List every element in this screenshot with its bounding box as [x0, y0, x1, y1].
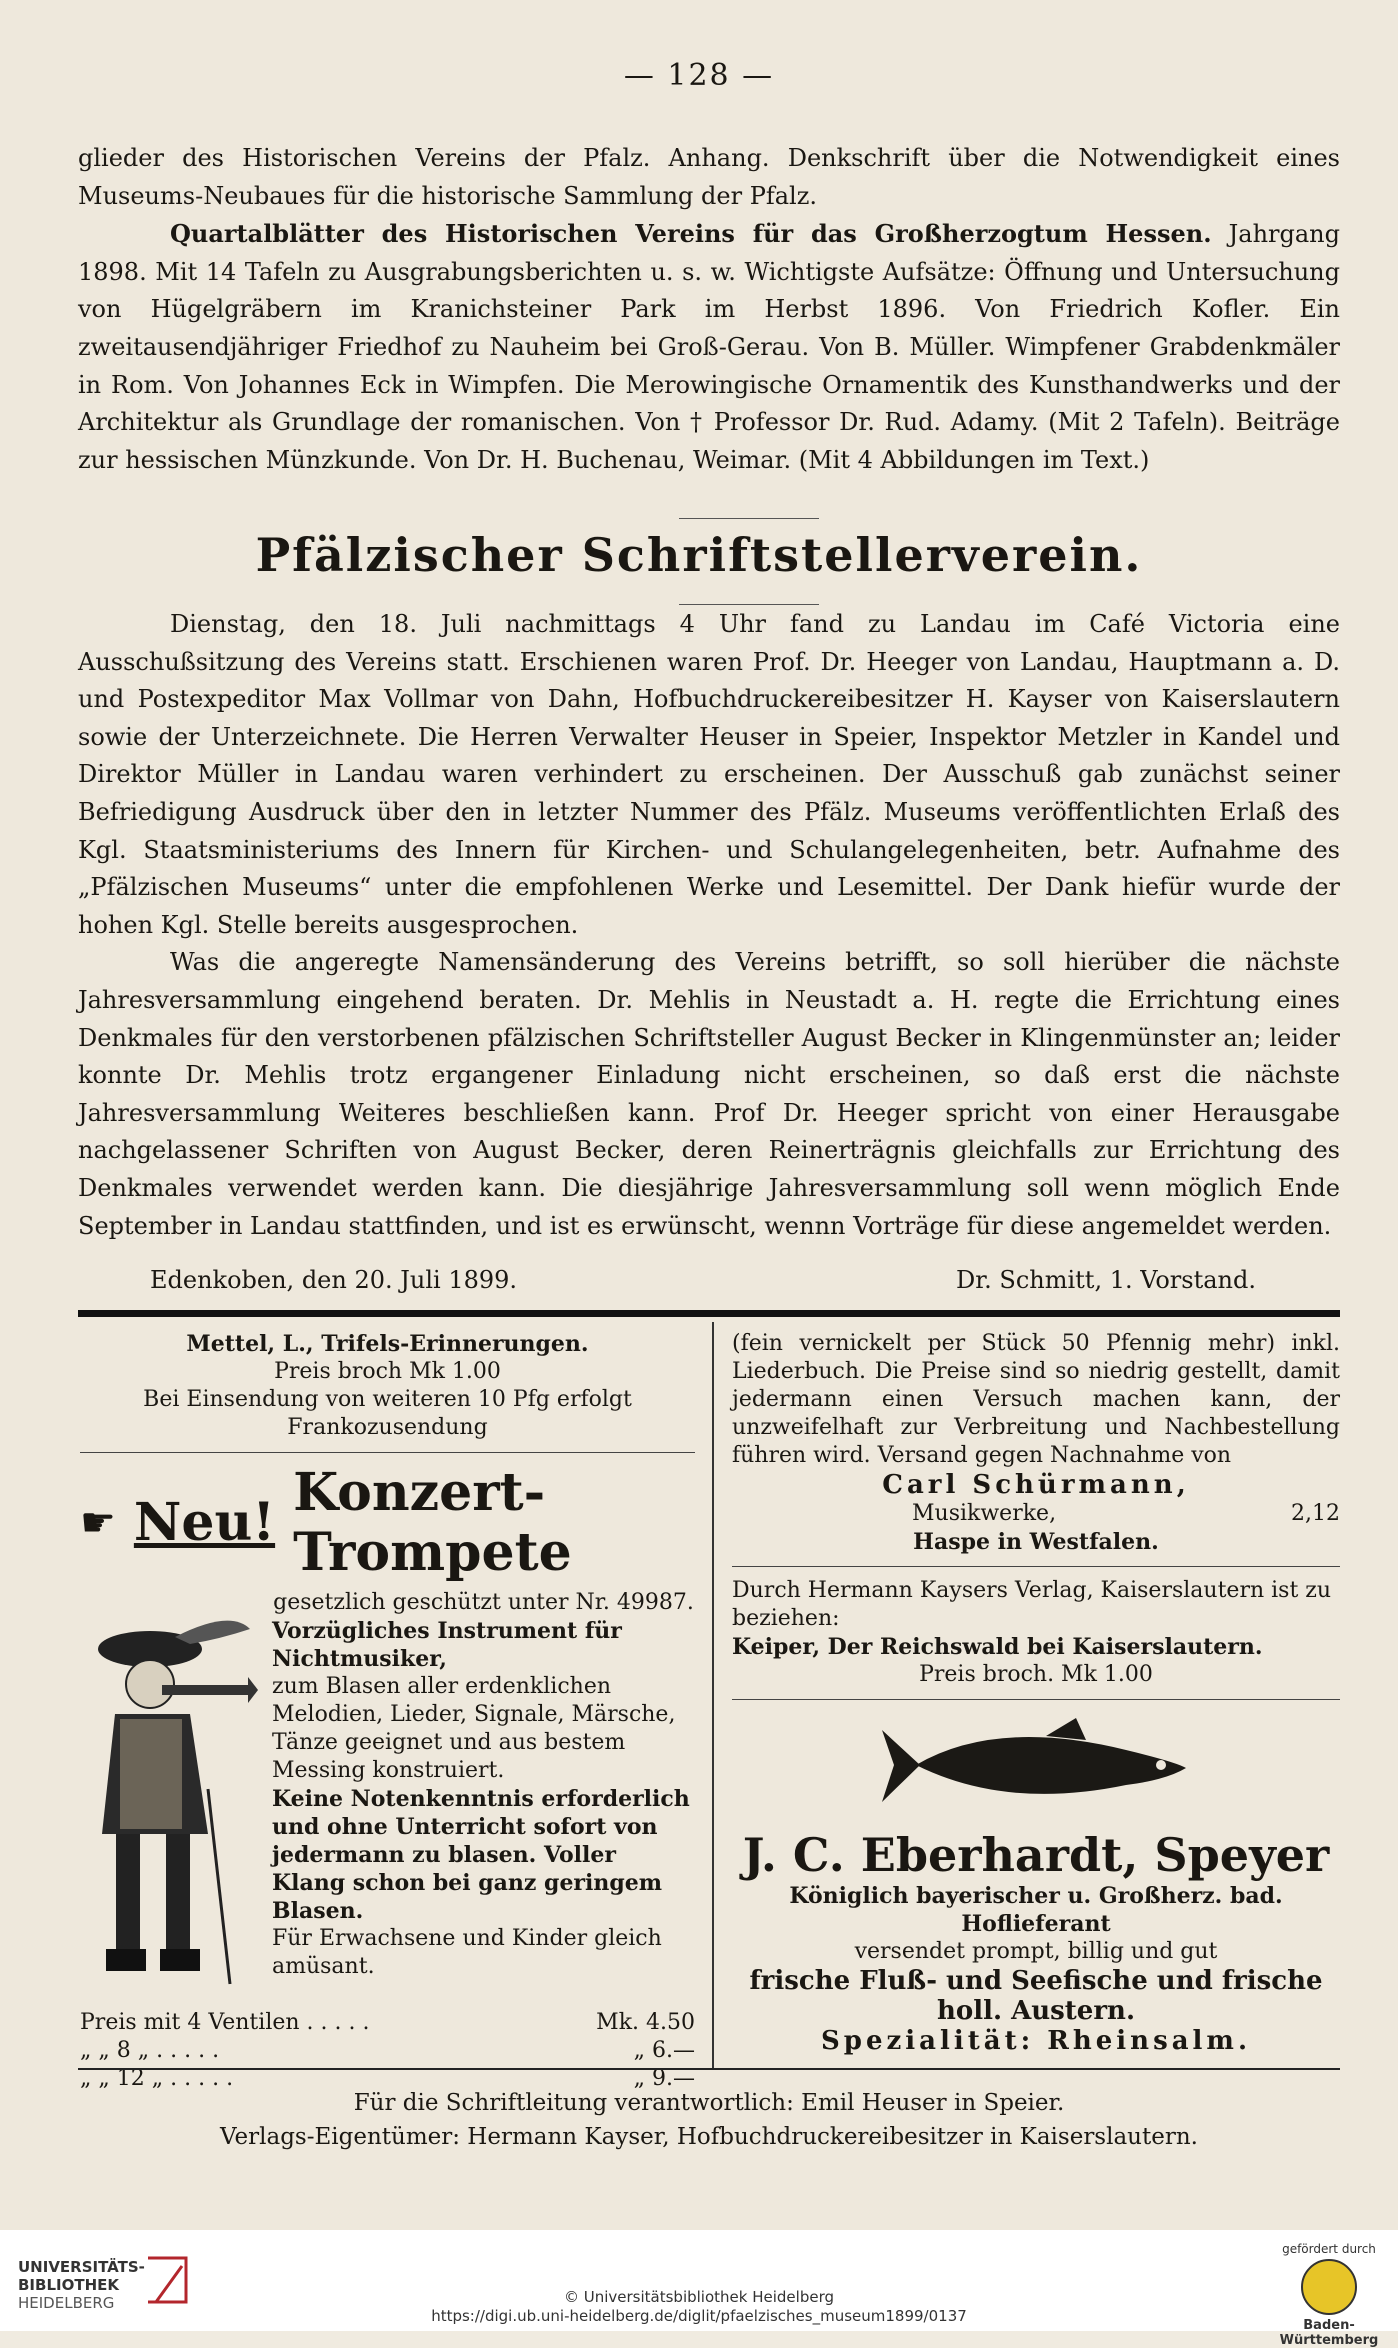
paragraph-quartalblaetter — [78, 215, 1340, 479]
article-paragraph-2: Was die angeregte Namensänderung des Vereins betrifft, so soll hierüber die nächste Jahresversammlung eingehend beraten. Dr. Mehlis in Neustadt a. H. regte die Errichtung eines Denkmales für den verstorbenen pfälzischen Schriftsteller August Becker in Klingenmünster an; leider konnte Dr. Mehlis trotz ergangener Einladung nicht erscheinen, so daß erst die nächste Jahresversammlung Weiteres beschließen kann. Prof Dr. Heeger spricht von einer Herausgabe nachgelassener Schriften von August Becker, deren Reinerträgnis gleichfalls zur Errichtung des Denkmales verwendet werden kann. Die diesjährige Jahresversammlung soll wenn möglich Ende September in Landau stattfinden, und ist es erwünscht, wennn Vorträge für diese angemeldet werden. — [78, 948, 1340, 1240]
logo-line-3: HEIDELBERG — [18, 2294, 115, 2312]
firm-type-line — [732, 1500, 1340, 1528]
paragraph-intro: glieder des Historischen Vereins der Pfalz. Anhang. Denkschrift über die Notwendigkeit eines Museums-Neubaues für die historische Sammlung der Pfalz. — [78, 144, 1340, 210]
publication-title: Keiper, Der Reichswald bei Kaiserslautern. — [732, 1634, 1263, 1660]
trumpeter-illustration-icon — [80, 1589, 260, 2009]
book-ad-title: Mettel, L., Trifels-Erinnerungen. — [186, 1331, 589, 1357]
imprint-editor: Für die Schriftleitung verantwortlich: Emil Heuser in Speier. — [353, 2090, 1065, 2116]
fish-goods-1: frische Fluß- und Seefische und frische — [749, 1966, 1323, 1996]
trumpet-ad-continuation: (fein vernickelt per Stück 50 Pfennig mehr) inkl. Liederbuch. Die Preise sind so niedrig gestellt, damit jedermann einen Versuch machen kann, der unzweifelhaft zur Verbreitung und Nachbestellung führen wird. Versand gegen Nachnahme von — [732, 1331, 1340, 1468]
price-value: „ 9.— — [633, 2066, 695, 2091]
price-label: Preis mit 4 Ventilen . . . . . — [80, 2010, 370, 2035]
firm-city: Haspe in Westfalen. — [913, 1529, 1159, 1555]
firm-code: 2,12 — [1291, 1501, 1340, 1526]
price-label: „ „ 12 „ . . . . . — [80, 2066, 234, 2091]
book-ad-note: Bei Einsendung von weiteren 10 Pfg erfolgt Frankozusendung — [143, 1387, 632, 1440]
copyright-text: © Universitätsbibliothek Heidelberg — [563, 2288, 834, 2306]
trumpet-headline — [80, 1463, 695, 1583]
fish-firm-line: versendet prompt, billig und gut — [854, 1939, 1218, 1964]
fish-goods-2: holl. Austern. — [936, 1996, 1136, 2026]
library-bar — [0, 2230, 1398, 2348]
headline-new: Neu! — [133, 1492, 276, 1553]
price-row — [80, 2037, 695, 2065]
firm-type: Musikwerke, — [912, 1501, 1057, 1526]
ad-left — [80, 1330, 695, 2093]
publication-price: Preis broch. Mk 1.00 — [919, 1662, 1153, 1687]
trumpet-desc-2: Für Erwachsene und Kinder gleich amüsant. — [272, 1926, 662, 1979]
ad-separator — [732, 1566, 1340, 1567]
page-number: — 128 — — [623, 58, 775, 93]
top-section — [78, 140, 1340, 479]
title-rule-top — [679, 518, 819, 519]
price-value: „ 6.— — [633, 2038, 695, 2063]
fish-icon — [876, 1710, 1196, 1820]
logo-line-2: BIBLIOTHEK — [18, 2276, 119, 2294]
headline-product: Konzert-Trompete — [293, 1462, 572, 1583]
trumpet-desc: zum Blasen aller erdenklichen Melodien, Lieder, Signale, Märsche, Tänze geeignet und aus bestem Messing konstruiert. — [272, 1674, 676, 1783]
trumpet-desc-bold-2: Keine Notenkenntnis erforderlich und ohne Unterricht sofort von jedermann zu blasen. Voller Klang schon bei ganz geringem Blasen. — [272, 1786, 690, 1924]
article-title: Pfälzischer Schriftstellerverein. — [255, 528, 1143, 582]
book-ad-price: Preis broch Mk 1.00 — [274, 1359, 501, 1384]
signature: Dr. Schmitt, 1. Vorstand. — [956, 1266, 1256, 1294]
trumpet-text — [272, 1589, 695, 2009]
price-label: „ „ 8 „ . . . . . — [80, 2038, 220, 2063]
ad-separator — [80, 1452, 695, 1453]
firm-name: Carl Schürmann, — [882, 1470, 1190, 1500]
title-rule-bottom — [679, 604, 819, 605]
quartalblaetter-text: Jahrgang 1898. Mit 14 Tafeln zu Ausgrabungsberichten u. s. w. Wichtigste Aufsätze: Öffnung und Untersuchung von Hügelgräbern im Kranichsteiner Park im Herbst 1896. Von Friedrich Kofler. Ein zweitausendjähriger Friedhof zu Nauheim bei Groß-Gerau. Von B. Müller. Wimpfener Grabdenkmäler in Rom. Von Johannes Eck in Wimpfen. Die Merowingische Ornamentik des Kunsthandwerks und der Architektur als Grundlage der romanischen. Von † Professor Dr. Rud. Adamy. (Mit 2 Tafeln). Beiträge zur hessischen Münzkunde. Von Dr. H. Buchenau, Weimar. (Mit 4 Abbildungen im Text.) — [78, 220, 1340, 474]
price-value: Mk. 4.50 — [596, 2010, 695, 2035]
place-date: Edenkoben, den 20. Juli 1899. — [150, 1266, 518, 1294]
funder-name: Baden-Württemberg — [1279, 2318, 1379, 2348]
article-body — [78, 606, 1340, 1245]
trumpet-body — [80, 1589, 695, 2009]
ads-column-divider — [712, 1322, 714, 2068]
fish-firm-title: Königlich bayerischer u. Großherz. bad. Hoflieferant — [789, 1883, 1283, 1937]
article-paragraph-1: Dienstag, den 18. Juli nachmittags 4 Uhr fand zu Landau im Café Victoria eine Ausschußsitzung des Vereins statt. Erschienen waren Prof. Dr. Heeger von Landau, Hauptmann a. D. und Postexpeditor Max Vollmar von Dahn, Hofbuchdruckereibesitzer H. Kayser von Kaiserslautern sowie der Unterzeichnete. Die Herren Verwalter Heuser in Speier, Inspektor Metzler in Kandel und Direktor Müller in Landau waren verhindert zu erscheinen. Der Ausschuß gab zunächst seiner Befriedigung Ausdruck über den in letzter Nummer des Pfälz. Museums veröffentlichten Erlaß des Kgl. Staatsministeriums des Innern für Kirchen- und Schulangelegenheiten, betr. Aufnahme des „Pfälzischen Museums“ unter die empfohlenen Werke und Lesemittel. Der Dank hiefür wurde der hohen Kgl. Stelle bereits ausgesprochen. — [78, 610, 1340, 939]
imprint-owner: Verlags-Eigentümer: Hermann Kayser, Hofbuchdruckereibesitzer in Kaiserslautern. — [220, 2124, 1198, 2150]
fish-illustration-wrap — [732, 1710, 1340, 1828]
ad-right — [732, 1330, 1340, 2056]
quartalblaetter-title: Quartalblätter des Historischen Vereins für das Großherzogtum Hessen. — [170, 219, 1212, 249]
trumpet-desc-bold: Vorzügliches Instrument für Nichtmusiker, — [272, 1618, 622, 1672]
funded-by-label: gefördert durch — [1282, 2242, 1376, 2256]
imprint — [78, 2086, 1340, 2154]
trumpet-patent: gesetzlich geschützt unter Nr. 49987. — [273, 1590, 694, 1615]
pointing-hand-icon: ☛ — [80, 1500, 116, 1546]
ads-rule-bottom — [78, 2068, 1340, 2070]
signature-line — [150, 1266, 1256, 1294]
funder-block — [1274, 2242, 1384, 2348]
copyright-block — [0, 2288, 1398, 2326]
price-row — [80, 2009, 695, 2037]
ad-separator — [732, 1699, 1340, 1700]
logo-line-1: UNIVERSITÄTS- — [18, 2258, 145, 2276]
ads-rule-top — [78, 1310, 1340, 1317]
fish-specialty: Spezialität: Rheinsalm. — [820, 2026, 1251, 2056]
source-url[interactable]: https://digi.ub.uni-heidelberg.de/diglit/pfaelzisches_museum1899/0137 — [431, 2307, 967, 2325]
publisher-note: Durch Hermann Kaysers Verlag, Kaiserslautern ist zu beziehen: — [732, 1578, 1332, 1631]
fish-firm-name: J. C. Eberhardt, Speyer — [742, 1828, 1330, 1882]
state-crest-icon — [1301, 2259, 1357, 2315]
trumpet-price-list — [80, 2009, 695, 2093]
